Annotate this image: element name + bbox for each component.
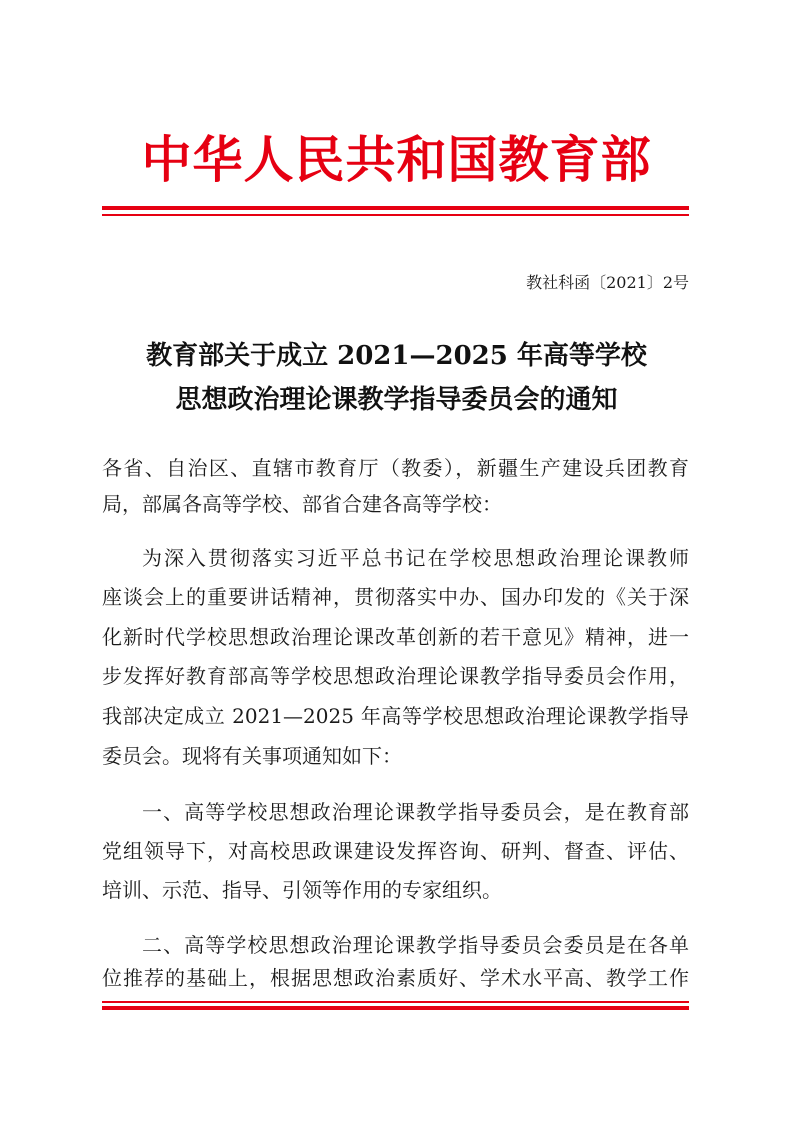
body-line-para1-1: 为深入贯彻落实习近平总书记在学校思想政治理论课教师 <box>142 546 689 570</box>
body-line-para2-3: 培训、示范、指导、引领等作用的专家组织。 <box>102 878 502 902</box>
body-line-para2-1: 一、高等学校思想政治理论课教学指导委员会，是在教育部 <box>142 800 689 824</box>
masthead-title: 中华人民共和国教育部 <box>141 131 652 189</box>
body-line-addressee-1: 各省、自治区、直辖市教育厅（教委），新疆生产建设兵团教育 <box>102 456 689 480</box>
title-line-1: 教育部关于成立 2021—2025 年高等学校 <box>146 341 647 371</box>
footer-rule-thin <box>102 1001 689 1003</box>
header-rule-thin <box>102 214 689 216</box>
body-line-para1-4: 步发挥好教育部高等学校思想政治理论课教学指导委员会作用， <box>102 664 689 688</box>
body-line-para3-1: 二、高等学校思想政治理论课教学指导委员会委员是在各单 <box>142 933 689 957</box>
body-line-para1-6: 委员会。现将有关事项通知如下： <box>102 744 402 768</box>
body-line-para3-2: 位推荐的基础上，根据思想政治素质好、学术水平高、教学工作 <box>102 966 689 990</box>
body-line-addressee-2: 局，部属各高等学校、部省合建各高等学校： <box>102 492 502 516</box>
document-number: 教社科函〔2021〕2号 <box>526 273 689 292</box>
footer-rule-thick <box>102 1006 689 1010</box>
title-line-2: 思想政治理论课教学指导委员会的通知 <box>175 385 618 415</box>
body-line-para1-3: 化新时代学校思想政治理论课改革创新的若干意见》精神，进一 <box>102 625 689 649</box>
body-line-para1-2: 座谈会上的重要讲话精神，贯彻落实中办、国办印发的《关于深 <box>102 585 689 609</box>
body-line-para2-2: 党组领导下，对高校思政课建设发挥咨询、研判、督查、评估、 <box>102 839 689 863</box>
header-rule-thick <box>102 206 689 210</box>
body-line-para1-5: 我部决定成立 2021—2025 年高等学校思想政治理论课教学指导 <box>102 704 689 728</box>
